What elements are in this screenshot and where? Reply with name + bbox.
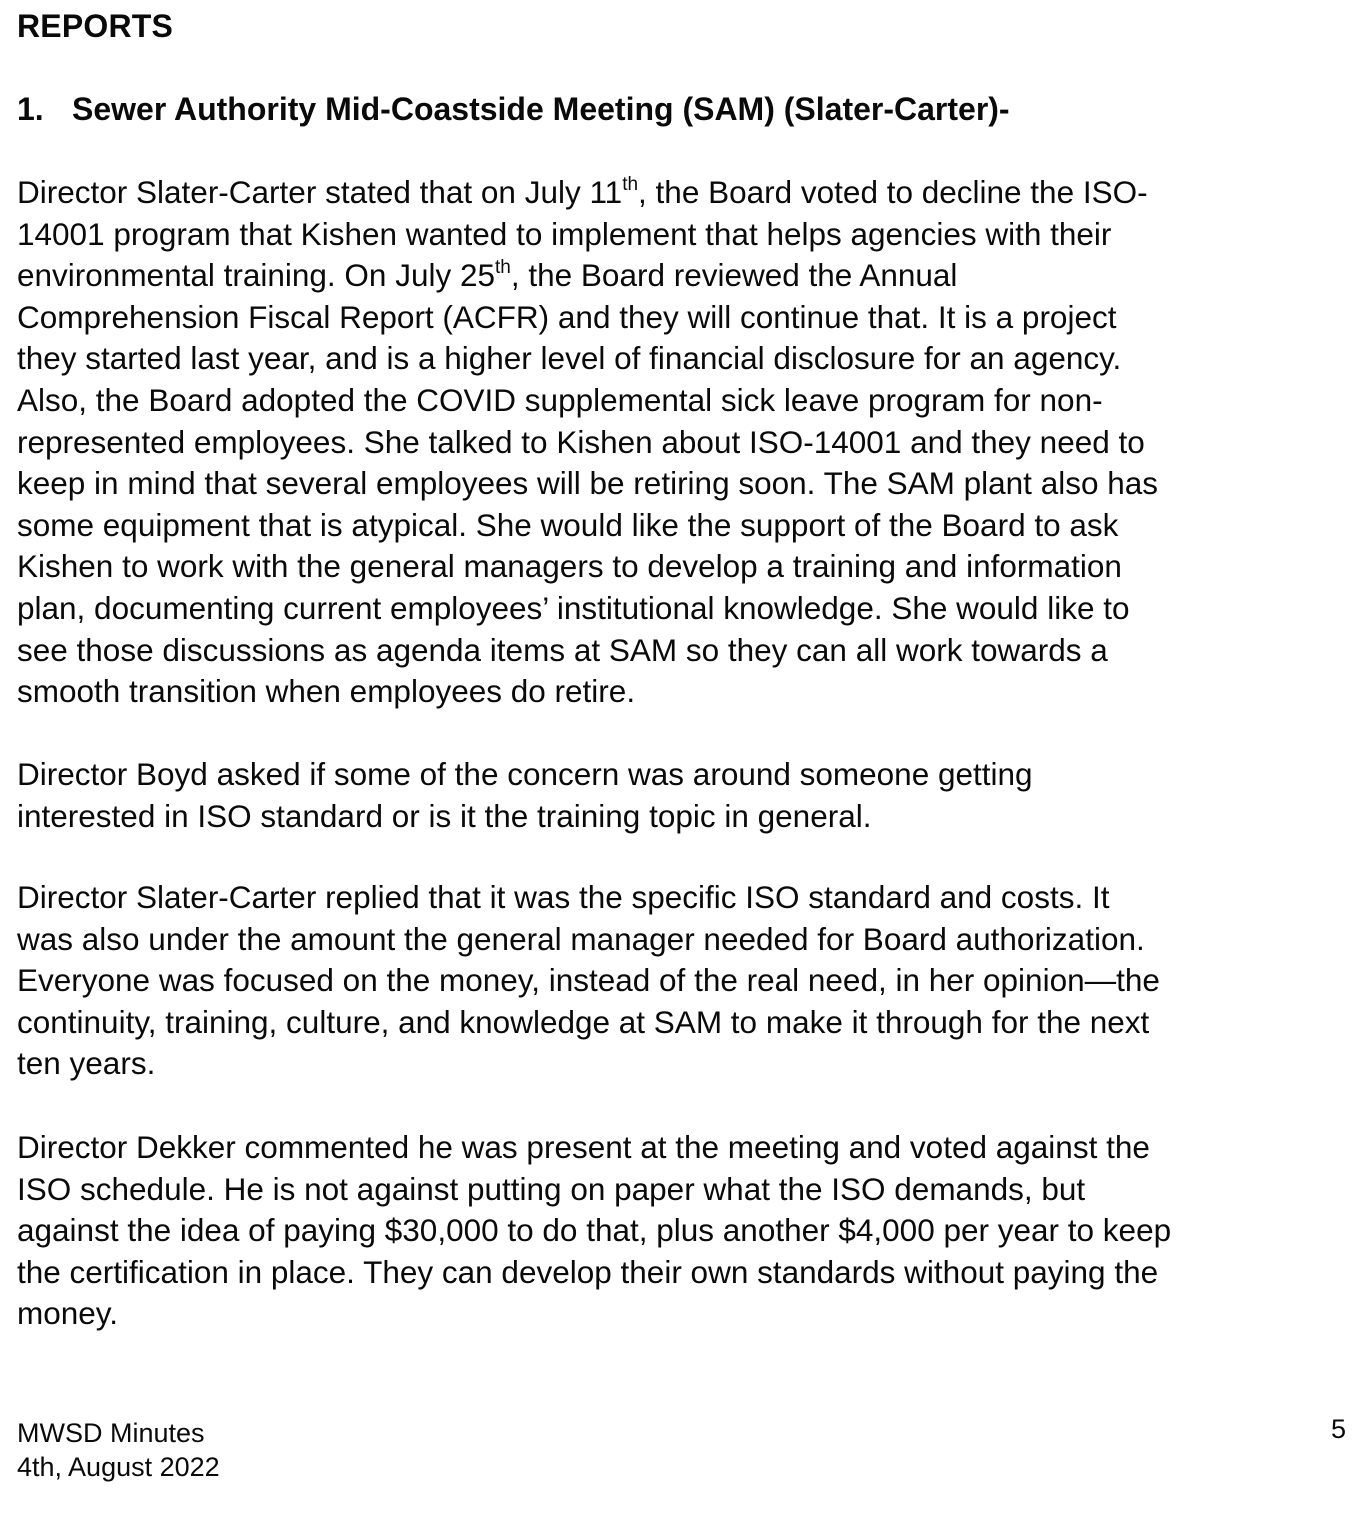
text-line: Director Boyd asked if some of the concern was around someone getting: [17, 756, 1033, 792]
text-line: see those discussions as agenda items at SAM so they can all work towards a: [17, 631, 1108, 668]
text-line: ISO schedule. He is not against putting on paper what the ISO demands, but: [17, 1170, 1086, 1207]
paragraph-slater-carter-report: [17, 172, 1357, 713]
page-number: 5: [1330, 1414, 1346, 1444]
text-line: represented employees. She talked to Kishen about ISO-14001 and they need to: [17, 423, 1145, 460]
text-line: was also under the amount the general manager needed for Board authorization.: [17, 920, 1145, 957]
text-line: the certification in place. They can develop their own standards without paying the: [17, 1253, 1159, 1290]
footer-doc-name: MWSD Minutes: [17, 1418, 205, 1448]
text-line: ten years.: [17, 1045, 156, 1082]
text-line: continuity, training, culture, and knowledge at SAM to make it through for the next: [17, 1003, 1150, 1040]
text-line: smooth transition when employees do retire.: [17, 673, 636, 710]
paragraph-slater-carter-reply: [17, 877, 1357, 1085]
text-line: they started last year, and is a higher level of financial disclosure for an agency.: [17, 340, 1122, 377]
text-line: some equipment that is atypical. She would like the support of the Board to ask: [17, 506, 1119, 543]
text-line: Kishen to work with the general managers to develop a training and information: [17, 548, 1122, 585]
text-line: Also, the Board adopted the COVID supplemental sick leave program for non-: [17, 381, 1103, 418]
paragraph-boyd-question: [17, 754, 1357, 837]
text-line: interested in ISO standard or is it the training topic in general.: [17, 797, 872, 834]
item-title: Sewer Authority Mid-Coastside Meeting (SAM) (Slater-Carter)-: [72, 91, 1010, 127]
paragraph-dekker-comment: [17, 1127, 1357, 1335]
text-line: Everyone was focused on the money, instead of the real need, in her opinion—the: [17, 962, 1160, 999]
item-heading: [17, 89, 1010, 129]
text-line: money.: [17, 1295, 118, 1332]
text-line: Director Slater-Carter stated that on July 11th, the Board voted to decline the ISO-: [17, 173, 1148, 210]
text-line: plan, documenting current employees’ institutional knowledge. She would like to: [17, 589, 1130, 626]
text-line: keep in mind that several employees will be retiring soon. The SAM plant also has: [17, 465, 1159, 502]
text-line: 14001 program that Kishen wanted to implement that helps agencies with their: [17, 215, 1112, 252]
text-line: Comprehension Fiscal Report (ACFR) and they will continue that. It is a project: [17, 298, 1117, 335]
text-line: Director Slater-Carter replied that it was the specific ISO standard and costs. It: [17, 879, 1110, 915]
section-heading: REPORTS: [17, 8, 174, 44]
footer-date: 4th, August 2022: [17, 1452, 220, 1482]
footer: [17, 1416, 220, 1484]
text-line: against the idea of paying $30,000 to do that, plus another $4,000 per year to keep: [17, 1212, 1172, 1249]
text-line: environmental training. On July 25th, the Board reviewed the Annual: [17, 256, 958, 294]
item-number: 1.: [17, 91, 44, 127]
text-line: Director Dekker commented he was present at the meeting and voted against the: [17, 1129, 1150, 1165]
